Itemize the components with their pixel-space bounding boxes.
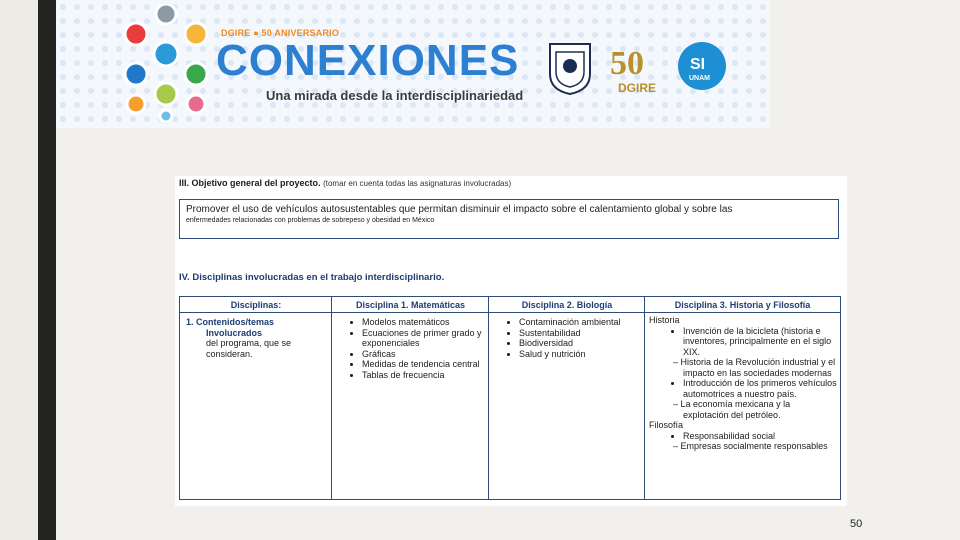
- objective-line-1: Promover el uso de vehículos autosustentables que permitan disminuir el impacto sobre el calentamiento global y sobre las: [186, 204, 733, 215]
- list-item: • Invención de la bicicleta (historia e inventores, principalmente en el siglo XIX.: [683, 326, 837, 358]
- row-label-line: consideran.: [206, 348, 253, 359]
- disciplines-table: [179, 296, 841, 500]
- row-label-line: 1. Contenidos/temas: [186, 317, 275, 327]
- conexiones-logo-icon: [116, 4, 216, 122]
- section-3-note: (tomar en cuenta todas las asignaturas involucradas): [323, 179, 512, 188]
- list-item: • Biodiversidad: [519, 338, 643, 349]
- section-3-title: III. Objetivo general del proyecto.: [179, 178, 321, 188]
- math-topics-cell: [336, 317, 486, 380]
- list-item: • Sustentabilidad: [519, 328, 643, 339]
- svg-text:DGIRE: DGIRE: [618, 81, 657, 95]
- unam-shield-logo: [546, 40, 594, 95]
- dgire-50-logo: [608, 40, 668, 96]
- list-item: • Medidas de tendencia central: [362, 359, 486, 370]
- list-item: • Ecuaciones de primer grado y exponenciales: [362, 328, 486, 349]
- objective-line-2: enfermedades relacionadas con problemas de sobrepeso y obesidad en México: [186, 217, 435, 224]
- left-dark-bar: [38, 0, 56, 540]
- row-label-cell: [186, 317, 328, 359]
- table-header-disciplinas: Disciplinas:: [180, 297, 332, 313]
- list-item: – Empresas socialmente responsables: [683, 441, 837, 452]
- list-item: • Modelos matemáticos: [362, 317, 486, 328]
- objective-box: [179, 199, 839, 239]
- section-3-heading: [179, 178, 511, 188]
- row-label-line: Involucrados: [206, 327, 263, 338]
- table-header-matematicas: Disciplina 1. Matemáticas: [332, 297, 489, 313]
- page-number: 50: [850, 518, 863, 530]
- project-document-page: [175, 176, 847, 506]
- svg-text:SI: SI: [690, 56, 706, 73]
- list-item: • Salud y nutrición: [519, 349, 643, 360]
- history-philosophy-cell: [649, 315, 837, 452]
- banner-subtitle: Una mirada desde la interdisciplinariedad: [266, 88, 524, 103]
- list-item: – Historia de la Revolución industrial y el impacto en las sociedades modernas: [683, 357, 837, 378]
- biology-topics-cell: [493, 317, 643, 359]
- list-item: • Tablas de frecuencia: [362, 370, 486, 381]
- list-item: • Responsabilidad social: [683, 431, 837, 442]
- philosophy-heading: Filosofía: [649, 420, 684, 430]
- history-heading: Historia: [649, 315, 680, 325]
- anniversary-tagline: DGIRE ● 50 ANIVERSARIO: [221, 28, 340, 38]
- left-margin-strip: [0, 0, 38, 540]
- list-item: – La economía mexicana y la explotación del petróleo.: [683, 399, 837, 420]
- conexiones-banner: [56, 0, 770, 128]
- row-label-line: del programa, que se: [206, 338, 292, 348]
- svg-text:50: 50: [610, 45, 644, 82]
- svg-text:UNAM: UNAM: [689, 75, 710, 82]
- si-unam-logo: [676, 40, 728, 92]
- section-4-title: IV. Disciplinas involucradas en el trabajo interdisciplinario.: [179, 272, 445, 283]
- list-item: • Introducción de los primeros vehículos automotrices a nuestro país.: [683, 378, 837, 399]
- list-item: • Contaminación ambiental: [519, 317, 643, 328]
- banner-title: CONEXIONES: [216, 36, 520, 85]
- table-header-biologia: Disciplina 2. Biología: [489, 297, 645, 313]
- table-header-historia-filosofia: Disciplina 3. Historia y Filosofía: [645, 297, 840, 313]
- list-item: • Gráficas: [362, 349, 486, 360]
